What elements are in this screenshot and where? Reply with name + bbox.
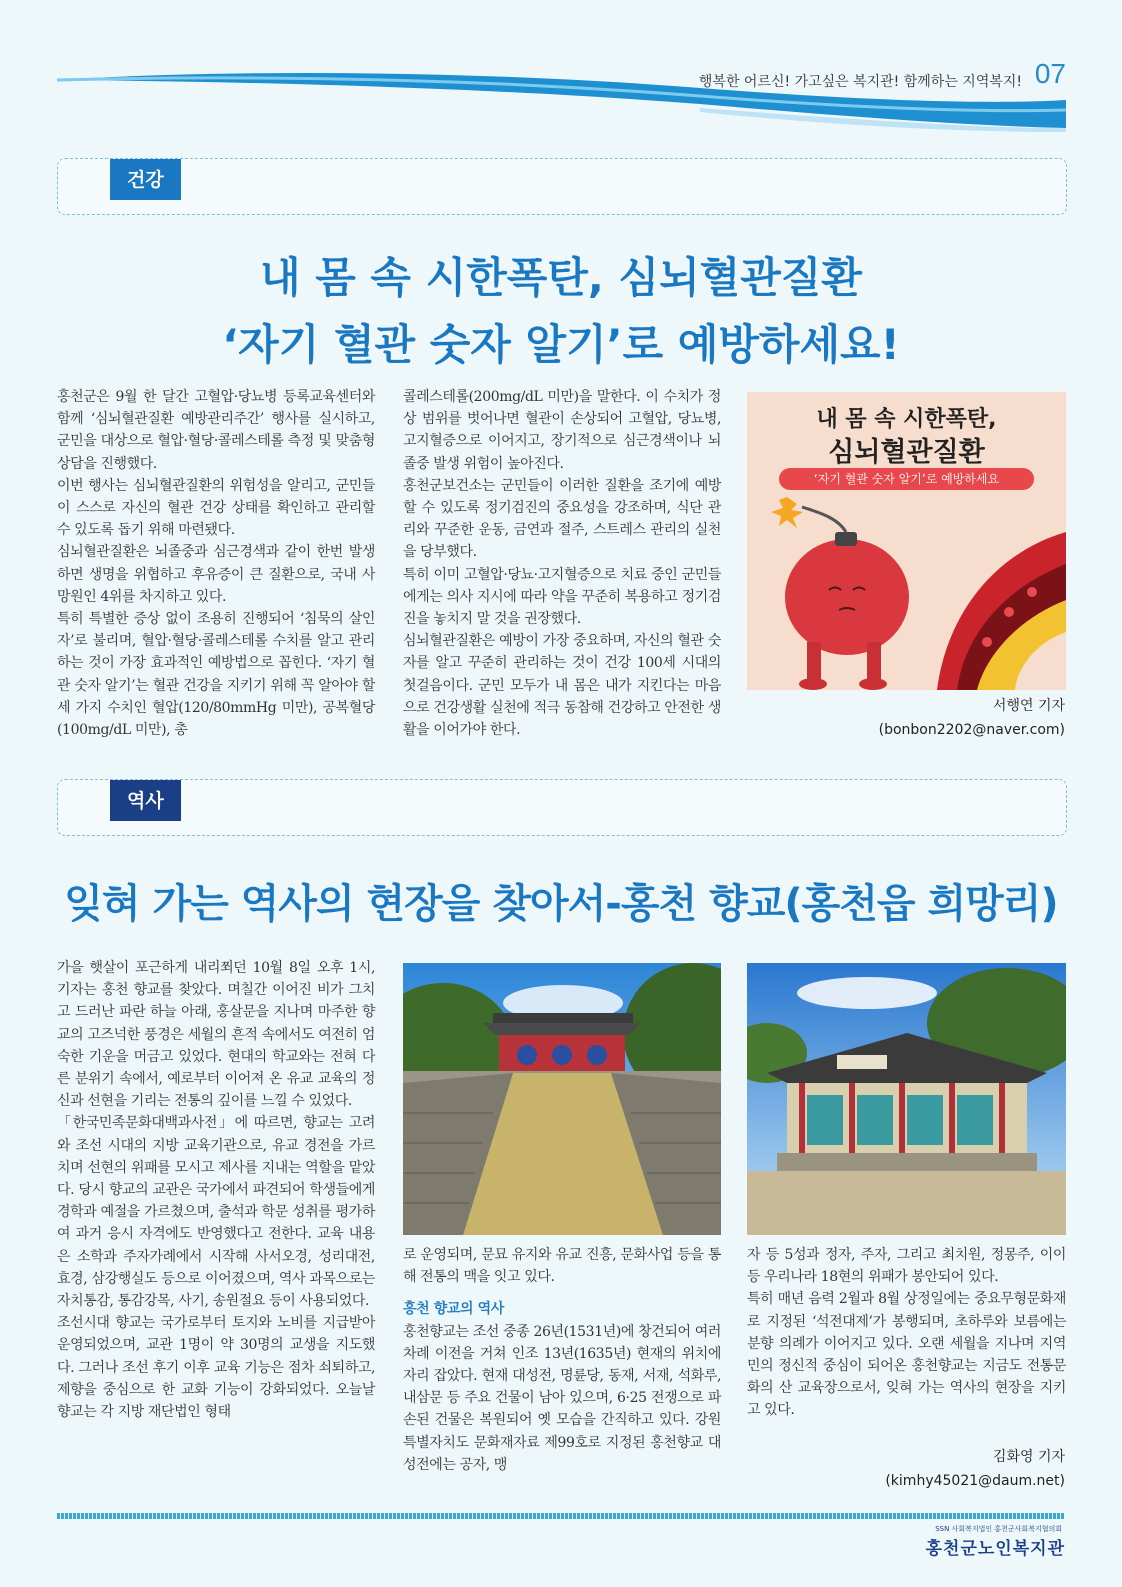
poster-title-line1: 내 몸 속 시한폭탄, [816,407,997,432]
history-title: 잊혀 가는 역사의 현장을 찾아서-홍천 향교(홍천읍 희망리) [64,881,1058,927]
reporter-name: 서행연 기자 [992,698,1065,714]
health-byline [765,694,1065,742]
poster-title-line2: 심뇌혈관질환 [828,437,985,468]
paragraph: 심뇌혈관질환은 예방이 가장 중요하며, 자신의 혈관 숫자를 알고 꾸준히 관리하는 것이 건강 100세 시대의 첫걸음이다. 군민 모두가 내 몸은 내가 지킨다는 마음으로 건강생활 실천에 적극 동참해 건강하고 안전한 생활을 이어가야 한다. [403,633,721,739]
paragraph: 로 운영되며, 문묘 유지와 유교 진흥, 문화사업 등을 통해 전통의 맥을 잇고 있다. [403,1247,721,1286]
history-byline [765,1445,1065,1493]
header-slogan: 행복한 어르신! 가고싶은 복지관! 함께하는 지역복지! [698,74,1022,90]
paragraph: 특히 매년 음력 2월과 8월 상정일에는 중요무형문화재로 지정된 ‘석전대제’가 봉행되며, 초하루와 보름에는 분향 의례가 이어지고 있다. 오랜 세월을 지나며 지역민의 정신적 중심이 되어온 홍천향교는 지금도 전통문화의 산 교육장으로서, 잊혀 가는 역사의 현장을 지키고 있다. [747,1291,1066,1419]
reporter-name: 김화영 기자 [992,1449,1065,1465]
reporter-email: (bonbon2202@naver.com) [878,722,1065,738]
health-poster-image [747,392,1066,690]
health-column-2 [403,386,721,741]
section-health-box [57,158,1067,215]
reporter-email: (kimhy45021@daum.net) [885,1473,1065,1489]
poster-subtitle-pill: ‘자기 혈관 숫자 알기’로 예방하세요 [779,468,1034,490]
paragraph: 심뇌혈관질환은 뇌졸중과 심근경색과 같이 한번 발생하면 생명을 위협하고 후유증이 큰 질환으로, 국내 사망원인 4위를 차지하고 있다. [57,544,375,605]
paragraph: 이번 행사는 심뇌혈관질환의 위험성을 알리고, 군민들이 스스로 자신의 혈관 건강 상태를 확인하고 관리할 수 있도록 돕기 위해 마련됐다. [57,477,375,539]
paragraph: 조선시대 향교는 국가로부터 토지와 노비를 지급받아 운영되었으며, 교관 1명이 약 30명의 교생을 지도했다. 그러나 조선 후기 이후 교육 기능은 점차 쇠퇴하고, 제향을 중심으로 한 교화 기능이 강화되었다. 오늘날 향교는 각 지방 재단법인 형태 [57,1315,375,1421]
history-column-3 [747,1244,1066,1422]
health-title-line2: ‘자기 혈관 숫자 알기’로 예방하세요! [222,320,900,369]
paragraph: 홍천향교는 조선 중종 26년(1531년)에 창건되어 여러 차례 이전을 거쳐 인조 13년(1635년) 현재의 위치에 자리 잡았다. 현재 대성전, 명륜당, 동재, 서재, 석화루, 내삼문 등 주요 건물이 남아 있으며, 6·25 전쟁으로 파손된 건물은 복원되어 옛 모습을 간직하고 있다. 강원특별자치도 문화재자료 제99호로 지정된 홍천향교 대성전에는 공자, 맹 [403,1323,721,1473]
paragraph: 콜레스테롤(200mg/dL 미만)을 말한다. 이 수치가 정상 범위를 벗어나면 혈관이 손상되어 고혈압, 당뇨병, 고지혈증으로 이어지고, 장기적으로 심근경색이나 뇌졸중 발생 위험이 높아진다. [403,389,721,472]
paragraph: 자 등 5성과 정자, 주자, 그리고 최치원, 정몽주, 이이 등 우리나라 18현의 위패가 봉안되어 있다. [747,1247,1066,1286]
paragraph: 가을 햇살이 포근하게 내리쬐던 10월 8일 오후 1시, 기자는 홍천 향교를 찾았다. 며칠간 이어진 비가 그치고 드러난 파란 하늘 아래, 홍살문을 지나며 마주한 향교의 고즈넉한 풍경은 세월의 흔적 속에서도 여전히 엄숙한 기운을 머금고 있었다. 현대의 학교와는 전혀 다른 분위기 속에서, 예로부터 이어져 온 유교 교육의 정신과 선현을 기리는 전통의 깊이를 느낄 수 있었다. [57,960,375,1110]
paragraph: 특히 특별한 증상 없이 조용히 진행되어 ‘침묵의 살인자’로 불리며, 혈압·혈당·콜레스테롤 수치를 알고 관리하는 것이 가장 효과적인 예방법으로 꼽힌다. ‘자기 혈관 숫자 알기’는 혈관 건강을 지키기 위해 꼭 알아야 할 세 가지 수치인 혈압(120/80mmHg 미만), 공복혈당(100mg/dL 미만), 총 [57,611,375,739]
footer-divider [57,1513,1065,1519]
footer-logo-subtext: SSN 사회복지법인 홍천군사회복지협의회 [935,1525,1062,1533]
history-column-2 [403,1244,721,1476]
section-history-box [57,779,1067,836]
paragraph: 홍천군보건소는 군민들이 이러한 질환을 조기에 예방할 수 있도록 정기검진의 중요성을 강조하며, 식단 관리와 꾸준한 운동, 금연과 절주, 스트레스 관리의 실천을 당부했다. [403,477,721,561]
paragraph: 특히 이미 고혈압·당뇨·고지혈증으로 치료 중인 군민들에게는 의사 지시에 따라 약을 꾸준히 복용하고 정기검진을 놓치지 말 것을 권장했다. [403,566,721,628]
hyanggyo-hall-photo [747,963,1066,1235]
section-health-tag: 건강 [110,159,181,200]
history-column-1 [57,957,375,1423]
hyanggyo-gate-photo [403,963,721,1235]
heart-bomb-illustration [747,492,1066,690]
page-number: 07 [1034,58,1066,89]
health-title-line1: 내 몸 속 시한폭탄, 심뇌혈관질환 [260,253,862,302]
health-column-1 [57,386,375,741]
paragraph: 홍천군은 9월 한 달간 고혈압·당뇨병 등록교육센터와 함께 ‘심뇌혈관질환 예방관리주간’ 행사를 실시하고, 군민을 대상으로 혈압·혈당·콜레스테롤 측정 및 맞춤형 상담을 진행했다. [57,389,375,472]
footer-logo: 홍천군노인복지관 [925,1539,1065,1559]
section-history-tag: 역사 [110,780,181,821]
header-wave [0,0,1122,140]
paragraph: 「한국민족문화대백과사전」에 따르면, 향교는 고려와 조선 시대의 지방 교육기관으로, 유교 경전을 가르치며 선현의 위패를 모시고 제사를 지내는 역할을 맡았다. 당시 향교의 교관은 국가에서 파견되어 학생들에게 경학과 예절을 가르쳤으며, 출석과 학문 성취를 평가하여 과거 응시 자격에도 반영했다고 전한다. 교육 내용은 소학과 주자가례에서 시작해 사서오경, 성리대전, 효경, 삼강행실도 등으로 이어졌으며, 역사 과목으로는 자치통감, 통감강목, 사기, 송원절요 등이 사용되었다. [57,1115,375,1310]
subheading: 홍천 향교의 역사 [403,1301,504,1318]
